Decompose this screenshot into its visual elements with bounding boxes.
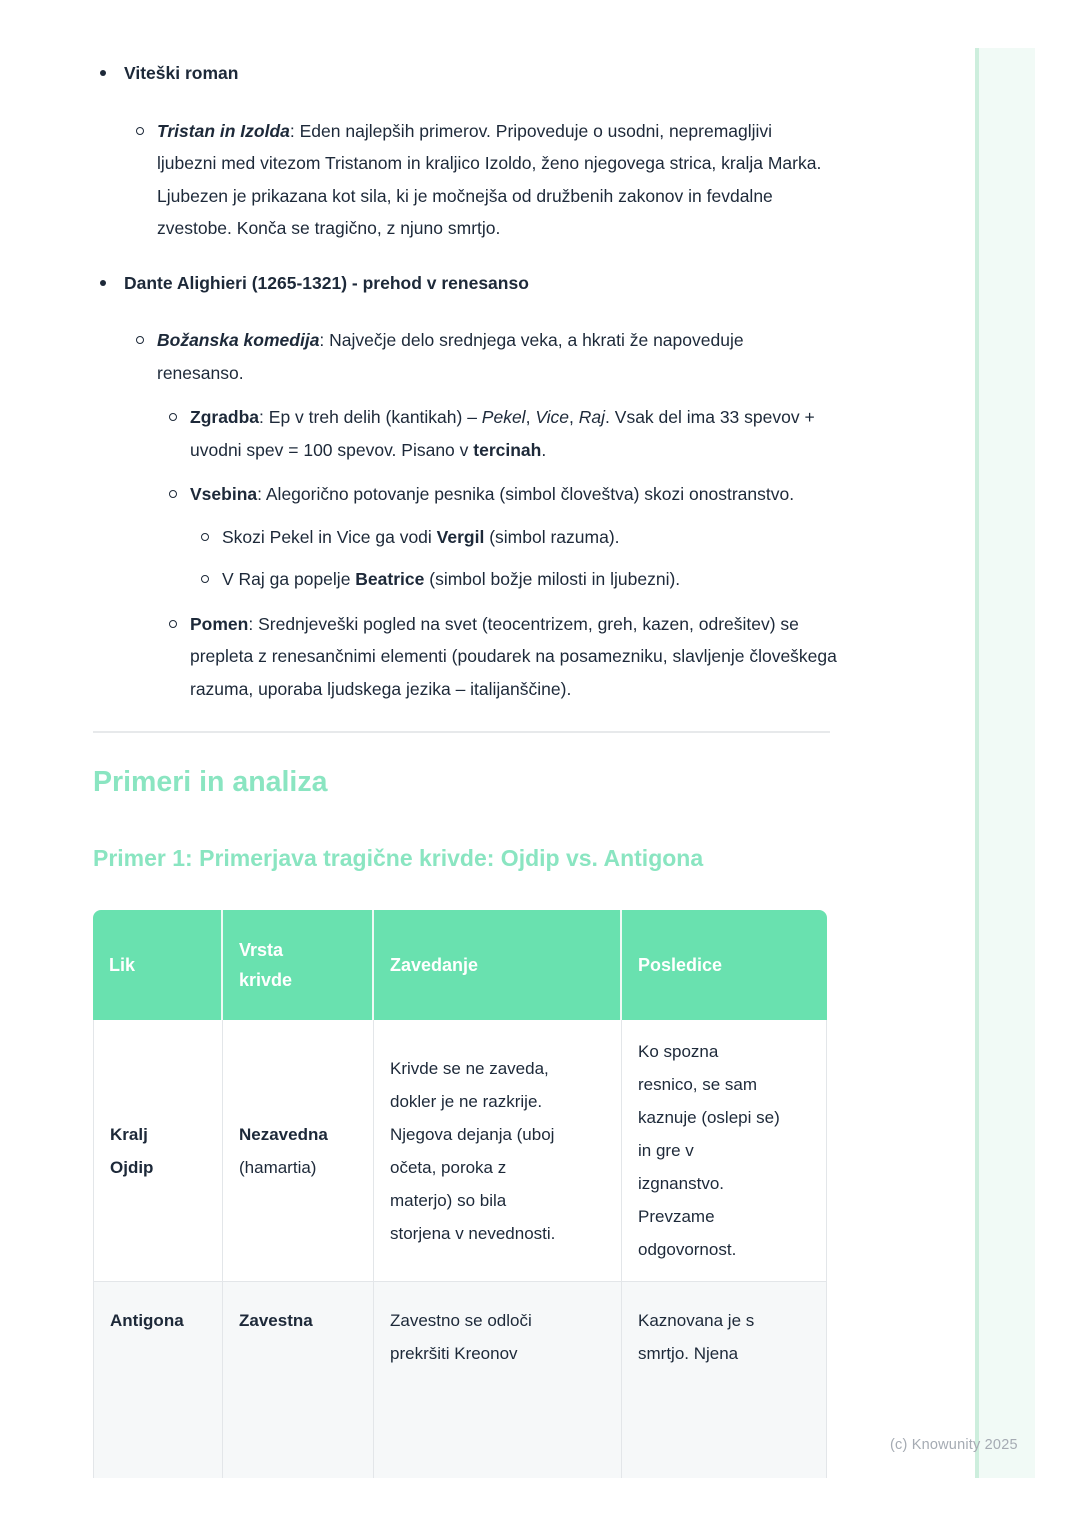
table-cell [622,1282,827,1478]
table-cell [223,1282,374,1478]
section-divider [93,731,830,733]
text-run: V Raj ga popelje [222,569,356,589]
text-run: Viteški roman [124,63,239,83]
list-item [0,324,1080,389]
list-item-text [124,267,800,300]
list-item [0,267,1080,300]
text-run: , [525,407,536,427]
text-run: Zavedanje [390,955,479,975]
bullet-circle-icon [136,324,157,344]
text-run: Vergil [436,526,485,547]
list-item-text [157,324,833,389]
text-run: smrtjo. Njena [638,1344,739,1363]
text-run: Vrsta [239,940,284,960]
text-run: : Eden najlepših primerov. Pripoveduje o usodni, nepremagljivi ljubezni med vitezom Tristanom in kraljico Izoldo, ženo njegovega strica, kralja Marka. Ljubezen je prikazana kot sila, ki je močnejša od družbenih zakonov in fevdalne zvestobe. Konča se tragično, z njuno smrtjo. [157,120,822,238]
list-item [0,608,1080,706]
text-run: Prevzame [638,1207,715,1226]
text-run: krivde [239,970,293,990]
text-run: : Alegorično potovanje pesnika (simbol človeštva) skozi onostranstvo. [257,484,795,504]
text-run: Kaznovana je s [638,1311,755,1330]
text-run: očeta, poroka z [390,1157,507,1177]
text-run: Skozi Pekel in Vice ga vodi [222,526,437,547]
table-header-cell [622,910,827,1020]
bullet-circle-icon [136,115,157,135]
text-run: Zgradba [190,407,260,427]
bullet-circle-icon [169,478,190,498]
text-run: Kralj [110,1124,148,1144]
section-title: Primeri in analiza [93,766,328,798]
text-run: Krivde se ne zaveda, [390,1058,549,1078]
bullet-dot-icon [100,267,124,286]
text-run: Posledice [638,955,723,975]
text-run: kaznuje (oslepi se) [638,1108,780,1127]
table-header-cell [223,910,374,1020]
table-cell [93,1282,223,1478]
notes-outline [0,57,1080,705]
text-run: izgnanstvo. [638,1174,724,1193]
list-item [0,401,1080,466]
comparison-table [93,910,827,1478]
text-run: Ko spozna [638,1042,719,1061]
table-header-cell [374,910,622,1020]
text-run: Beatrice [355,569,425,589]
text-run: Dante Alighieri (1265-1321) - prehod v renesanso [124,272,529,293]
list-item-text [190,401,866,466]
text-run: tercinah [473,439,542,460]
text-run: Ojdip [110,1157,154,1177]
list-item-text [124,57,800,90]
text-run: (simbol razuma). [484,526,620,547]
text-run: Zavestna [239,1311,313,1330]
table-cell [622,1020,827,1282]
table-cell [223,1020,374,1282]
text-run: (hamartia) [239,1157,317,1177]
text-run: dokler je ne razkrije. [390,1091,543,1111]
text-run: storjena v nevednosti. [390,1223,556,1243]
bullet-circle-icon [201,521,222,541]
list-item-text [222,521,898,554]
text-run: Tristan in Izolda [157,120,290,141]
list-item-text [222,563,898,596]
text-run: Antigona [110,1311,184,1330]
text-run: : Srednjeveški pogled na svet (teocentrizem, greh, kazen, odrešitev) se prepleta z renesančnimi elementi (poudarek na posamezniku, slavljenje človeškega razuma, uporaba ljudskega jezika – italijanščine). [190,613,837,699]
table-header-cell [93,910,223,1020]
text-run: Nezavedna [239,1124,328,1144]
text-run: resnico, se sam [638,1075,758,1094]
list-item [0,563,1080,596]
text-run: Zavestno se odloči [390,1311,532,1330]
text-run: materjo) so bila [390,1190,507,1210]
list-item [0,521,1080,554]
bullet-circle-icon [169,608,190,628]
text-run: Njegova dejanja (uboj [390,1124,555,1144]
text-run: : Največje delo srednjega veka, a hkrati že napoveduje renesanso. [157,330,744,383]
text-run: Vice [535,407,570,427]
page-edge-strip [975,48,1035,1478]
text-run: : Ep v treh delih (kantikah) – [259,407,482,427]
text-run: . Vsak del ima 33 spevov + uvodni spev = 100 spevov. Pisano v [190,407,815,460]
list-item-text [157,115,833,245]
text-run: prekršiti Kreonov [390,1344,518,1363]
text-run: Pomen [190,613,249,634]
table-header-row [93,910,827,1020]
list-item-text [190,478,866,511]
list-item [0,115,1080,245]
text-run: Vsebina [190,484,258,504]
text-run: Pekel [481,407,526,427]
copyright-watermark: (c) Knowunity 2025 [890,1437,1018,1453]
text-run: . [541,439,547,460]
text-run: Božanska komedija [157,330,320,350]
table-cell [374,1020,622,1282]
table-row [93,1020,827,1282]
bullet-circle-icon [201,563,222,583]
list-item [0,478,1080,511]
bullet-circle-icon [169,401,190,421]
text-run: , [569,407,579,427]
list-item-text [190,608,866,706]
table-cell [374,1282,622,1478]
bullet-dot-icon [100,57,124,76]
text-run: Raj [578,407,606,427]
list-item [0,57,1080,90]
text-run: in gre v [638,1141,694,1160]
example-heading: Primer 1: Primerjava tragične krivde: Ojdip vs. Antigona [93,845,704,871]
text-run: (simbol božje milosti in ljubezni). [424,569,681,589]
table-row [93,1282,827,1478]
text-run: odgovornost. [638,1240,737,1259]
table-cell [93,1020,223,1282]
text-run: Lik [109,955,136,975]
